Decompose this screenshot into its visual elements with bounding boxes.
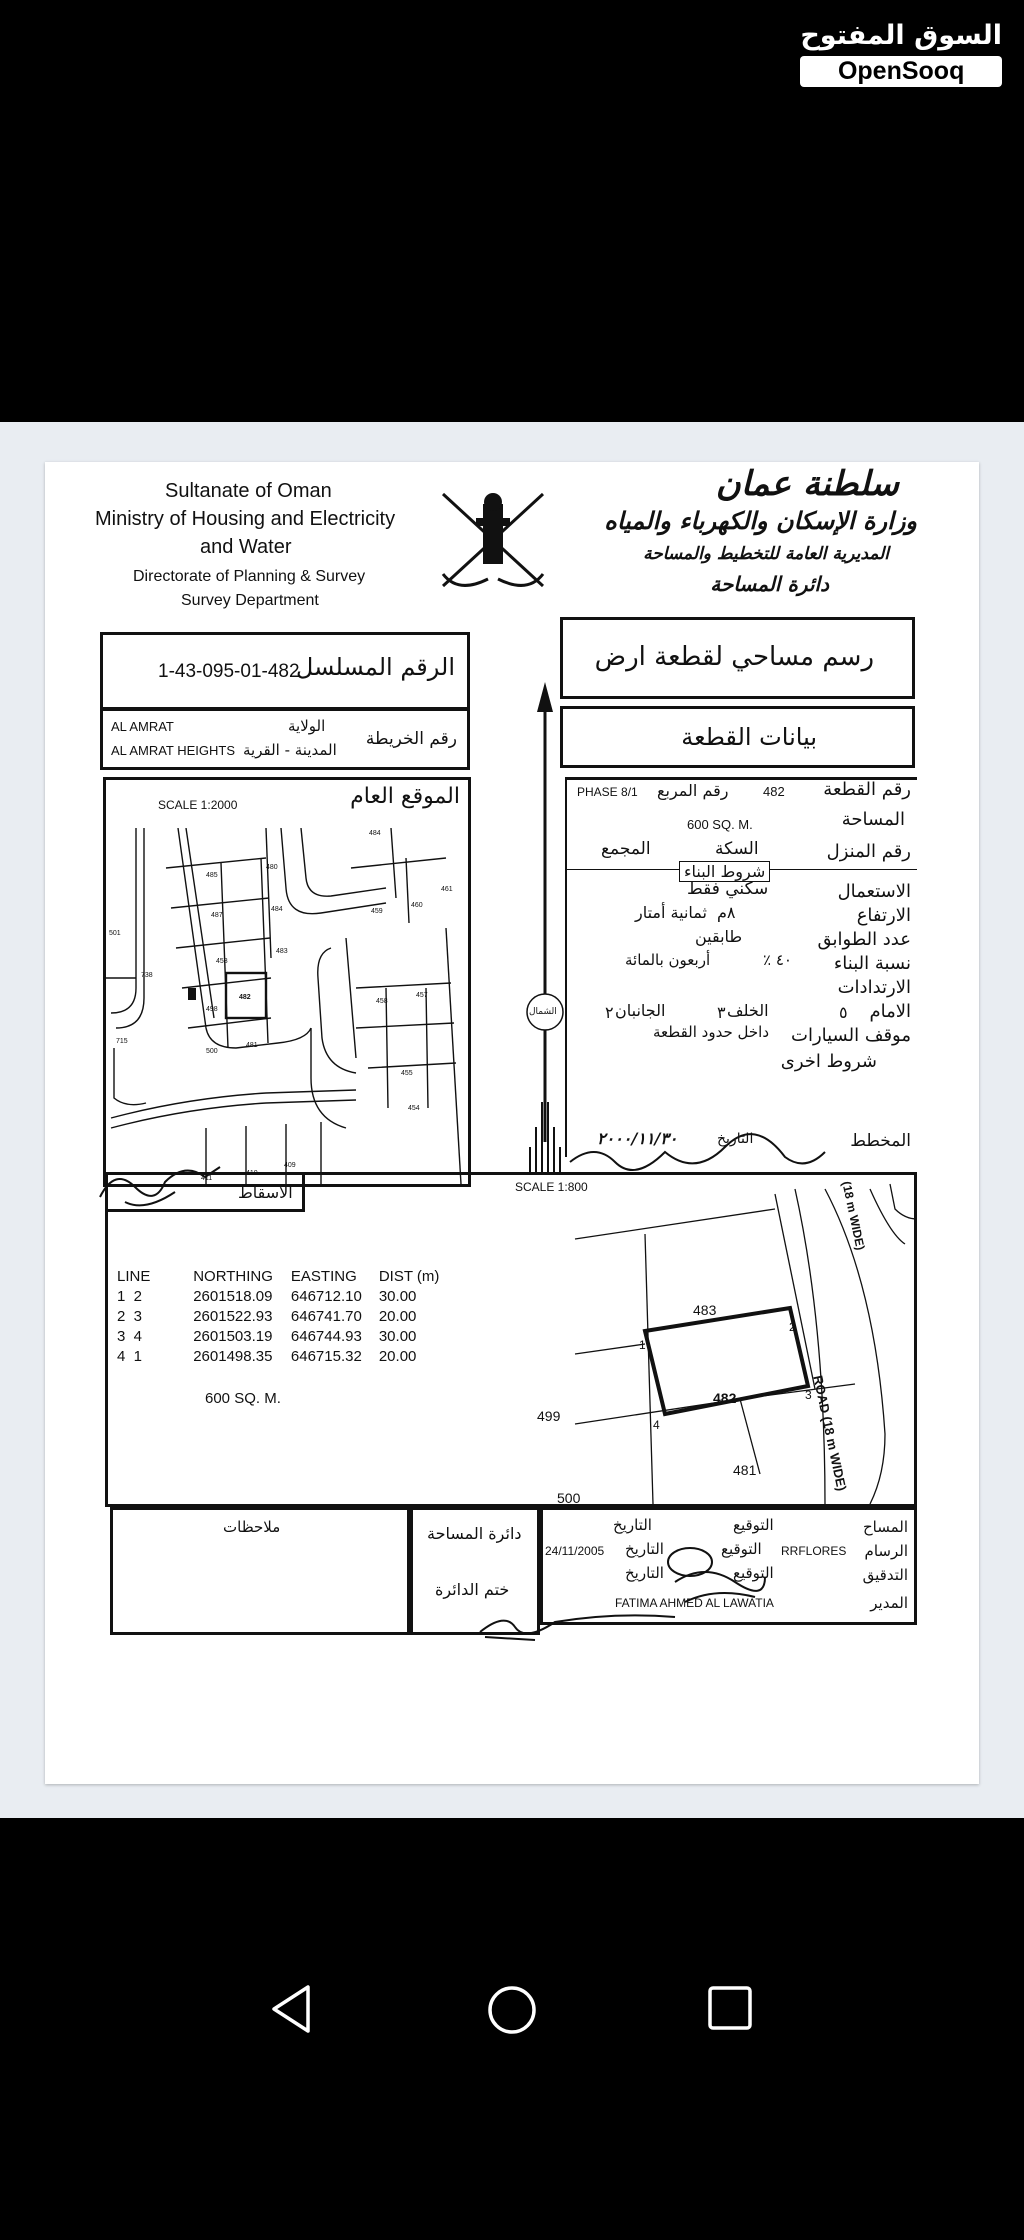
date-label-1: التاريخ <box>613 1516 652 1534</box>
sides-label: الجانبان <box>615 1001 666 1020</box>
plot-data-title-box <box>560 706 915 768</box>
gmap-plot-458a: 458 <box>216 958 228 965</box>
header-en-line3: and Water <box>200 536 292 558</box>
notes-label: ملاحظات <box>223 1518 281 1536</box>
table-cell: 2601518.09 <box>193 1288 273 1305</box>
back-label: الخلف <box>727 1001 769 1020</box>
plot-info-panel <box>565 777 917 1157</box>
detail-plot-500: 500 <box>557 1490 581 1506</box>
logo-arabic: السوق المفتوح <box>800 20 1002 51</box>
front-value: ٥ <box>839 1003 848 1022</box>
planner-signature <box>565 1132 865 1187</box>
road-top-label: (18 m WIDE) <box>839 1180 868 1252</box>
header-ar-line2: وزارة الإسكان والكهرباء والمياه <box>604 506 917 535</box>
projection-scale: SCALE 1:800 <box>515 1180 588 1194</box>
role-surveyor: المساح <box>862 1518 908 1536</box>
planner-date: ٢٠٠٠/١١/٣٠ <box>597 1129 678 1148</box>
logo-english: OpenSooq <box>800 56 1002 87</box>
gmap-plot-460: 460 <box>411 902 423 909</box>
parking-value: داخل حدود القطعة <box>653 1023 769 1041</box>
table-row <box>117 1348 457 1368</box>
setbacks-label: الارتدادات <box>837 977 911 998</box>
town-value: AL AMRAT HEIGHTS <box>111 743 236 758</box>
gmap-plot-461: 461 <box>441 886 453 893</box>
general-location-plan <box>106 828 468 1184</box>
director-signature <box>475 1592 775 1652</box>
table-cell: 2601498.35 <box>193 1348 273 1365</box>
survey-title-box <box>560 617 915 699</box>
building-terms-label: شروط البناء <box>679 861 770 882</box>
block-value: PHASE 8/1 <box>577 785 638 799</box>
coord-table-header <box>117 1268 457 1288</box>
use-label: الاستعمال <box>837 881 911 902</box>
serial-number-box <box>100 632 470 710</box>
back-value: ٣ <box>717 1003 726 1022</box>
floors-value: طابقين <box>695 927 743 946</box>
road-label: ROAD (18 m WIDE) <box>810 1374 850 1493</box>
home-icon[interactable] <box>486 1984 538 2036</box>
gmap-plot-455: 455 <box>401 1070 413 1077</box>
handwritten-signature <box>95 1157 225 1217</box>
header-ar-line4: دائرة المساحة <box>710 572 829 596</box>
ratio-value: ٤٠ ٪ <box>763 951 792 969</box>
gmap-plot-459: 459 <box>371 908 383 915</box>
planner-date-label: التاريخ <box>717 1131 754 1147</box>
corner-2: 2 <box>789 1320 796 1334</box>
gmap-plot-458: 458 <box>376 998 388 1005</box>
header-en-line2: Ministry of Housing and Electricity <box>95 508 396 530</box>
plot-number-value: 482 <box>763 784 785 799</box>
height-value: ٨م <box>717 903 736 922</box>
corner-3: 3 <box>805 1388 812 1402</box>
complex-label: المجمع <box>601 839 651 859</box>
detail-plot-481: 481 <box>733 1462 757 1478</box>
coord-header-northing: NORTHING <box>193 1268 273 1285</box>
detail-plot-482: 482 <box>713 1390 737 1406</box>
table-cell: 646744.93 <box>290 1328 362 1345</box>
corner-4: 4 <box>653 1418 660 1432</box>
gmap-plot-487: 487 <box>211 912 223 919</box>
gmap-plot-457: 457 <box>416 992 428 999</box>
gmap-plot-498: 498 <box>206 1006 218 1013</box>
gmap-plot-485: 480 <box>266 864 278 871</box>
plot-info-frame <box>565 777 917 780</box>
height-label: الارتفاع <box>856 905 911 926</box>
north-arrow-icon <box>520 682 570 1182</box>
stamp-label: ختم الدائرة <box>435 1580 510 1599</box>
wilayat-label: الولاية <box>288 717 326 735</box>
gmap-plot-409: 409 <box>284 1162 296 1169</box>
coord-area-note: 600 SQ. M. <box>205 1390 281 1407</box>
height-words: ثمانية أمتار <box>635 903 707 922</box>
dept-label: دائرة المساحة <box>427 1524 522 1543</box>
header-en-line1: Sultanate of Oman <box>165 480 332 502</box>
location-box <box>100 708 470 770</box>
use-value: سكني فقط <box>687 879 769 899</box>
table-row <box>117 1328 457 1348</box>
coord-header-line: LINE <box>117 1268 151 1285</box>
area-label: المساحة <box>841 809 905 830</box>
top-bar <box>0 0 1024 422</box>
gmap-plot-480: 485 <box>206 872 218 879</box>
serial-number-label: الرقم المسلسل <box>295 653 455 681</box>
role-checker: التدقيق <box>862 1566 908 1584</box>
header-en-line4: Directorate of Planning & Survey <box>133 568 366 585</box>
table-row <box>117 1288 457 1308</box>
survey-document[interactable] <box>45 462 979 1784</box>
survey-title: رسم مساحي لقطعة ارض <box>594 642 874 672</box>
opensooq-logo <box>800 18 1002 87</box>
other-terms-label: شروط اخرى <box>780 1051 877 1072</box>
header-en-line5: Survey Department <box>181 592 319 609</box>
town-label: المدينة - القرية <box>243 741 337 759</box>
map-number-label: رقم الخريطة <box>365 729 457 749</box>
coord-header-dist: DIST (m) <box>378 1268 440 1285</box>
general-location-map <box>103 777 471 1187</box>
plot-number-label: رقم القطعة <box>823 779 911 800</box>
drafter-date: 24/11/2005 <box>545 1544 605 1558</box>
planner-label: المخطط <box>850 1131 911 1151</box>
general-location-title: الموقع العام <box>350 784 460 809</box>
sign-label-3: التوقيع <box>733 1564 774 1582</box>
table-cell: 2 3 <box>117 1308 143 1325</box>
block-label: رقم المربع <box>657 781 729 800</box>
table-cell: 2601522.93 <box>193 1308 273 1325</box>
date-label-2: التاريخ <box>625 1540 664 1558</box>
plot-data-title: بيانات القطعة <box>681 723 817 751</box>
gmap-plot-484: 484 <box>271 906 283 913</box>
footer-notes-box <box>110 1507 410 1635</box>
table-cell: 30.00 <box>378 1288 417 1305</box>
table-cell: 3 4 <box>117 1328 143 1345</box>
gmap-plot-483: 483 <box>276 948 288 955</box>
house-number-label: رقم المنزل <box>826 841 911 862</box>
gmap-plot-501: 501 <box>109 930 121 937</box>
bottom-navigation-bar <box>0 1818 1024 2240</box>
oman-emblem-icon <box>428 474 558 599</box>
ratio-label: نسبة البناء <box>833 953 911 974</box>
table-cell: 2601503.19 <box>193 1328 273 1345</box>
role-drafter: الرسام <box>864 1542 908 1560</box>
recent-apps-icon[interactable] <box>706 1984 754 2034</box>
projection-label: الاسقاط <box>238 1183 293 1202</box>
table-cell: 4 1 <box>117 1348 143 1365</box>
street-label: السكة <box>715 839 759 859</box>
table-cell: 646712.10 <box>290 1288 362 1305</box>
front-label: الامام <box>869 1001 911 1022</box>
detail-plot-483: 483 <box>693 1302 717 1318</box>
sides-value: ٢ <box>605 1003 614 1022</box>
back-icon[interactable] <box>268 1983 316 2035</box>
coordinate-table <box>117 1268 457 1368</box>
floors-label: عدد الطوابق <box>817 929 911 950</box>
director-name: FATIMA AHMED AL LAWATIA <box>615 1596 774 1610</box>
parking-label: موقف السيارات <box>791 1025 911 1046</box>
header-ar-line1: سلطنة عمان <box>715 464 899 504</box>
general-location-scale: SCALE 1:2000 <box>158 798 238 812</box>
serial-number-value: 1-43-095-01-482 <box>158 661 300 682</box>
gmap-plot-411: 411 <box>201 1175 213 1182</box>
sign-label-1: التوقيع <box>733 1516 774 1534</box>
date-label-3: التاريخ <box>625 1564 664 1582</box>
north-label: الشمال <box>529 1007 557 1017</box>
gmap-plot-410: 410 <box>246 1170 258 1177</box>
coord-header-easting: EASTING <box>290 1268 357 1285</box>
gmap-plot-482: 482 <box>239 994 251 1001</box>
detail-plot-499: 499 <box>537 1408 561 1424</box>
gmap-plot-454: 454 <box>408 1105 420 1112</box>
sign-label-2: التوقيع <box>721 1540 762 1558</box>
wilayat-value: AL AMRAT <box>111 719 174 734</box>
header-ar-line3: المديرية العامة للتخطيط والمساحة <box>643 544 889 564</box>
table-cell: 646715.32 <box>290 1348 362 1365</box>
ratio-words: أربعون بالمائة <box>625 951 711 969</box>
gmap-plot-715: 715 <box>116 1038 128 1045</box>
gmap-plot-738: 738 <box>141 972 153 979</box>
gmap-plot-481: 481 <box>246 1042 258 1049</box>
table-cell: 30.00 <box>378 1328 417 1345</box>
table-cell: 20.00 <box>378 1308 417 1325</box>
gmap-plot-500: 500 <box>206 1048 218 1055</box>
table-cell: 20.00 <box>378 1348 417 1365</box>
table-cell: 1 2 <box>117 1288 143 1305</box>
area-value: 600 SQ. M. <box>687 817 753 832</box>
drafter-name: RRFLORES <box>781 1544 847 1558</box>
role-director: المدير <box>870 1594 908 1612</box>
gmap-plot-484a: 484 <box>369 830 381 837</box>
table-row <box>117 1308 457 1328</box>
table-cell: 646741.70 <box>290 1308 362 1325</box>
corner-1: 1 <box>639 1338 646 1352</box>
